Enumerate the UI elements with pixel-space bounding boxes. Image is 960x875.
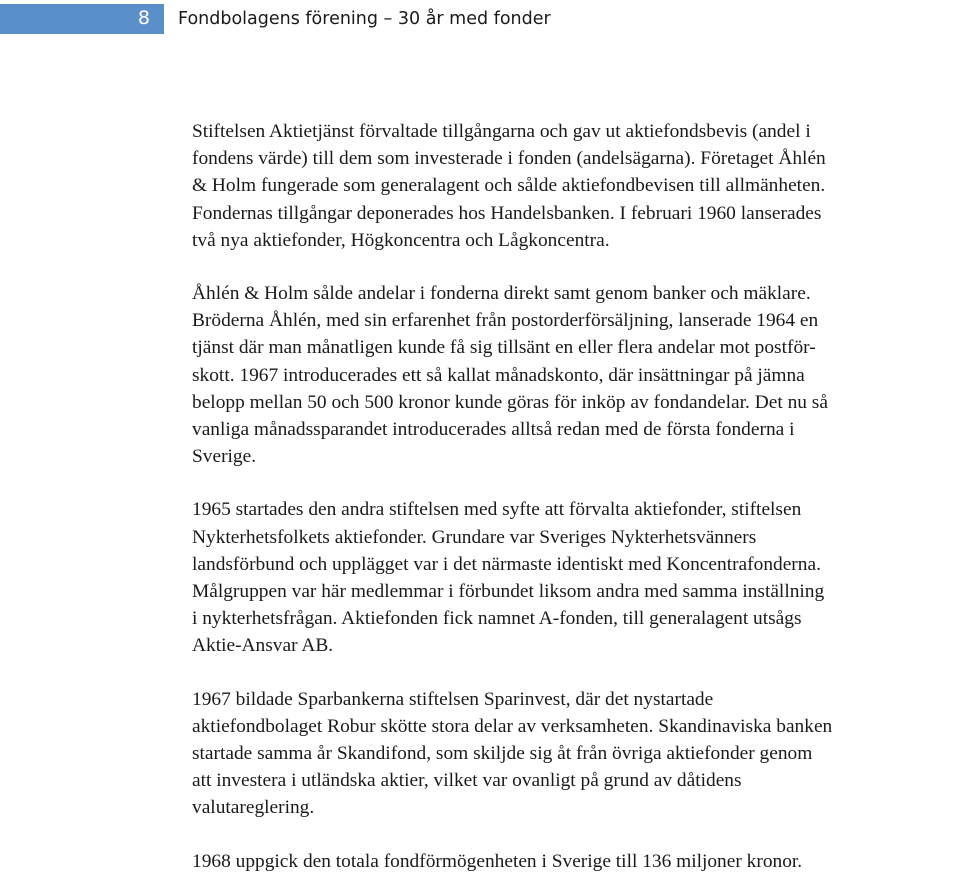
paragraph-spacer [192,254,958,280]
text-line: i nykterhetsfrågan. Aktiefonden fick namnet A-fonden, till generalagent utsågs [192,608,802,630]
text-line: vanliga månadssparandet introducerades alltså redan med de första fonderna i [192,419,795,441]
text-line: Fondernas tillgångar deponerades hos Handelsbanken. I februari 1960 lanserades [192,202,822,224]
paragraph-spacer [192,470,958,496]
page-number-tab [0,4,164,34]
text-line: Stiftelsen Aktietjänst förvaltade tillgångarna och gav ut aktiefondsbevis (andel i [192,121,811,142]
text-line: 1965 startades den andra stiftelsen med syfte att förvalta aktiefonder, stiftelsen [192,499,802,521]
text-line: Nykterhetsfolkets aktiefonder. Grundare var Sveriges Nykterhetsvänners [192,526,757,548]
text-line: fondens värde) till dem som investerade i fonden (andelsägarna). Företaget Åhlén [192,148,826,170]
text-line: aktiefondbolaget Robur skötte stora delar av verksamheten. Skandinaviska banken [192,715,833,737]
paragraph-spacer [192,660,958,686]
text-line: två nya aktiefonder, Högkoncentra och Lågkoncentra. [192,229,610,251]
text-line: valutareglering. [192,797,315,819]
paragraph [192,280,958,470]
paragraph [192,118,958,254]
page-header [0,4,960,34]
running-title: Fondbolagens förening – 30 år med fonder [178,9,551,29]
text-line: att investera i utländska aktier, vilket var ovanligt på grund av dåtidens [192,770,742,792]
page-number: 8 [137,7,150,29]
text-line: & Holm fungerade som generalagent och sålde aktiefondbevisen till allmänheten. [192,175,826,197]
paragraph [192,686,958,822]
paragraph-spacer [192,822,958,848]
text-line: startade samma år Skandifond, som skiljde sig åt från övriga aktiefonder genom [192,743,813,765]
text-line: Åhlén & Holm sålde andelar i fonderna direkt samt genom banker och mäklare. [192,283,811,305]
text-line: skott. 1967 introducerades ett så kallat månadskonto, där insättningar på jämna [192,364,805,386]
text-line: belopp mellan 50 och 500 kronor kunde göras för inköp av fondandelar. Det nu så [192,391,828,413]
text-line: Målgruppen var här medlemmar i förbundet liksom andra med samma inställning [192,581,825,603]
text-line: Bröderna Åhlén, med sin erfarenhet från postorderförsäljning, lanserade 1964 en [192,310,819,332]
text-line: 1968 uppgick den totala fondförmögenheten i Sverige till 136 miljoner kronor. [192,850,803,872]
text-line: tjänst där man månatligen kunde få sig tillsänt en eller flera andelar mot postför- [192,337,816,359]
text-line: Sverige. [192,446,257,468]
text-line: landsförbund och upplägget var i det närmaste identiskt med Koncentrafonderna. [192,553,821,575]
text-line: Aktie-Ansvar AB. [192,635,334,657]
body-text [192,118,958,875]
paragraph [192,496,958,659]
text-line: 1967 bildade Sparbankerna stiftelsen Sparinvest, där det nystartade [192,688,714,710]
